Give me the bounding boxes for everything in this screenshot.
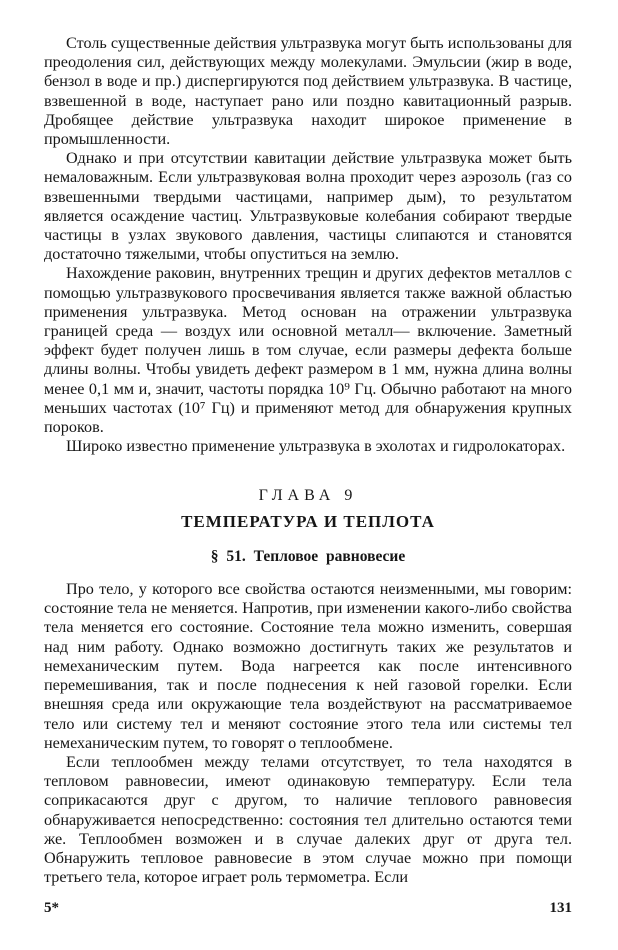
paragraph-aerosol-deposition: Однако и при отсутствии кавитации действие ультразвука может быть немаловажным. Если ультразвуковая волна проходит через аэрозоль (газ со взвешенными твердыми частицами, например дым), то результатом является осаждение частиц. Ультразвуковые колебания собирают твердые частицы в узлах звукового давления, частицы слипаются и становятся достаточно тяжелыми, чтобы опуститься на землю. [44, 149, 572, 264]
paragraph-thermal-equilibrium: Если теплообмен между телами отсутствует, то тела находятся в тепловом равновесии, имеют одинаковую температуру. Если тела соприкасаются друг с другом, то наличие теплового равновесия обнаруживается непосредственно: состояния тел длительно остаются теми же. Теплообмен возможен и в случае далеких друг от друга тел. Обнаружить тепловое равновесие в этом случае можно при помощи третьего тела, которое играет роль термометра. Если [44, 752, 572, 887]
chapter-label: ГЛАВА 9 [258, 487, 358, 505]
paragraph-state-of-body: Про тело, у которого все свойства остаются неизменными, мы говорим: состояние тела не меняется. Напротив, при изменении какого-либо свойства тела меняется его состояние. Состояние тела можно изменить, совершая над ним работу. Однако возможно достигнуть таких же результатов и немеханическим путем. Вода нагреется как после интенсивного перемешивания, так и после поднесения к ней газовой горелки. Если внешняя среда или окружающие тела воздействуют на рассматриваемое тело или систему тел и меняют состояние этого тела или системы тел немеханическим путем, то говорят о теплообмене. [44, 580, 572, 752]
chapter-title: ТЕМПЕРАТУРА И ТЕПЛОТА [181, 511, 435, 531]
paragraph-defect-detection: Нахождение раковин, внутренних трещин и других дефектов металлов с помощью ультразвукового просвечивания является также важной областью применения ультразвука. Метод основан на отражении ультразвука границей среда — воздух или основной металл— включение. Заметный эффект будет получен лишь в том случае, если размеры дефекта больше длины волны. Чтобы увидеть дефект размером в 1 мм, нужна длина волны менее 0,1 мм и, значит, частоты порядка 10⁹ Гц. Обычно работают на много меньших частотах (10⁷ Гц) и применяют метод для обнаружения крупных пороков. [44, 264, 572, 437]
page-number: 131 [549, 900, 572, 916]
paragraph-ultrasound-dispersion: Столь существенные действия ультразвука могут быть использованы для преодоления сил, действующих между молекулами. Эмульсии (жир в воде, бензол в воде и пр.) диспергируются под действием ультразвука. В частице, взвешенной в воде, наступает рано или поздно кавитационный разрыв. Дробящее действие ультразвука находит широкое применение в промышленности. [44, 34, 572, 149]
signature-mark: 5* [44, 900, 59, 916]
paragraph-echo-sounders: Широко известно применение ультразвука в эхолотах и гидролокаторах. [66, 437, 566, 456]
section-title: § 51. Тепловое равновесие [210, 547, 406, 565]
page-body [44, 34, 572, 887]
